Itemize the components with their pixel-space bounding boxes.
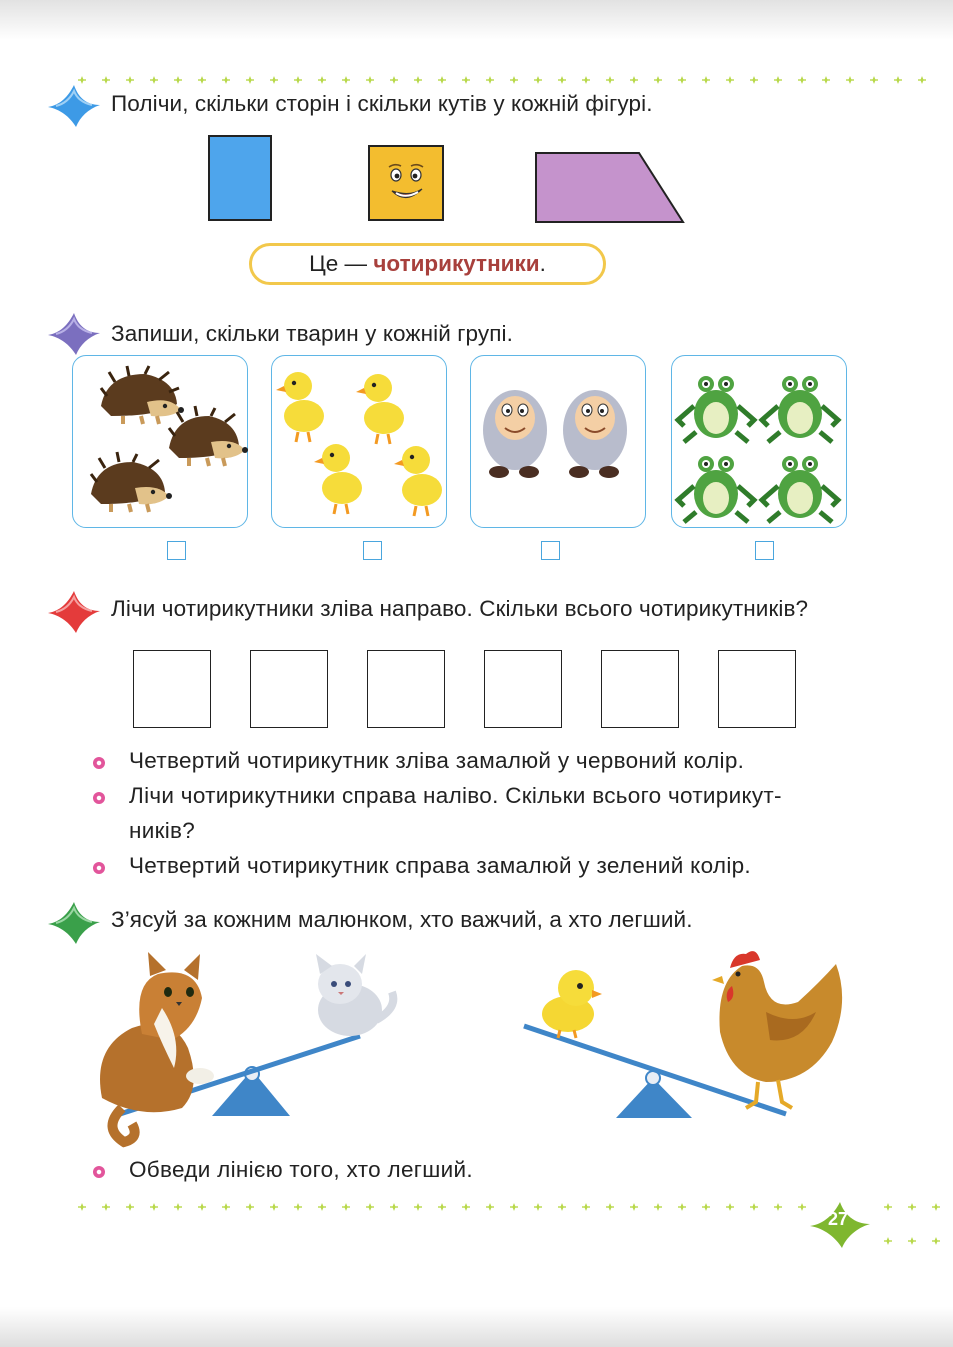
yellow-square [368,145,444,221]
frog [762,376,838,442]
frog-group [672,356,848,529]
duckling [314,444,362,514]
bullet-text: Четвертий чотирикутник зліва замалюй у червоний колір. [129,748,745,773]
smiley-face-icon [370,147,442,219]
bullet-dot-icon [93,757,105,769]
quadrilateral-square-6[interactable] [718,650,796,728]
group-card-frogs [671,355,847,528]
duckling-group [272,356,448,529]
frog [678,376,754,442]
diamond-marker-icon [46,589,102,635]
bullet-text-continuation: ників? [129,818,196,843]
diamond-marker-icon [46,311,102,357]
bottom-dot-border [70,1202,810,1212]
purple-trapezoid [533,150,689,226]
sheep [563,390,627,478]
hedgehog [101,366,184,424]
bullet-text: Обведи лінією того, хто легший. [129,1157,473,1182]
diamond-marker-icon [46,83,102,129]
duckling [394,446,442,516]
duckling [356,374,404,444]
conclusion-frame [249,243,606,285]
hedgehog [169,406,248,466]
answer-checkbox-hedgehogs[interactable] [167,541,186,560]
quadrilateral-square-1[interactable] [133,650,211,728]
quadrilateral-square-2[interactable] [250,650,328,728]
kitten [316,954,393,1036]
conclusion-prefix: Це — [309,251,368,276]
blue-rectangle [208,135,272,221]
page-bottom-shadow [0,1307,953,1347]
seesaw-scene-chick-hen [520,942,850,1122]
answer-checkbox-sheep[interactable] [541,541,560,560]
page-number: 27 [827,1209,849,1229]
bullet-text: Лічи чотирикутники справа наліво. Скільки всього чотирикут- [129,783,782,808]
frog [762,456,838,522]
answer-checkbox-frogs[interactable] [755,541,774,560]
quadrilateral-square-4[interactable] [484,650,562,728]
chick [542,970,602,1038]
frog [678,456,754,522]
task2-prompt: Запиши, скільки тварин у кожній групі. [111,321,513,346]
hedgehog-group [73,356,249,529]
answer-checkbox-ducklings[interactable] [363,541,382,560]
bullet-dot-icon [93,1166,105,1178]
diamond-marker-icon [46,900,102,946]
top-dot-border [70,75,940,85]
conclusion-term: чотирикутники [373,251,540,276]
sheep-group [471,356,647,529]
bullet-dot-icon [93,862,105,874]
sheep [483,390,547,478]
cat [100,952,214,1142]
hen [712,951,842,1108]
hedgehog [91,452,172,512]
quadrilateral-square-3[interactable] [367,650,445,728]
bottom-dot-border-right-lower [876,1236,948,1246]
conclusion-suffix: . [539,251,546,276]
group-card-sheep [470,355,646,528]
group-card-ducklings [271,355,447,528]
bottom-dot-border-right [876,1202,948,1212]
task3-prompt: Лічи чотирикутники зліва направо. Скільки всього чотирикутників? [111,596,809,621]
duckling [276,372,324,442]
group-card-hedgehogs [72,355,248,528]
bullet-dot-icon [93,792,105,804]
seesaw-scene-cat-kitten [92,948,402,1148]
task1-prompt: Полічи, скільки сторін і скільки кутів у кожній фігурі. [111,91,653,116]
bullet-text: Четвертий чотирикутник справа замалюй у зелений колір. [129,853,751,878]
page-top-shadow [0,0,953,40]
task4-prompt: З’ясуй за кожним малюнком, хто важчий, а хто легший. [111,907,693,932]
quadrilateral-square-5[interactable] [601,650,679,728]
